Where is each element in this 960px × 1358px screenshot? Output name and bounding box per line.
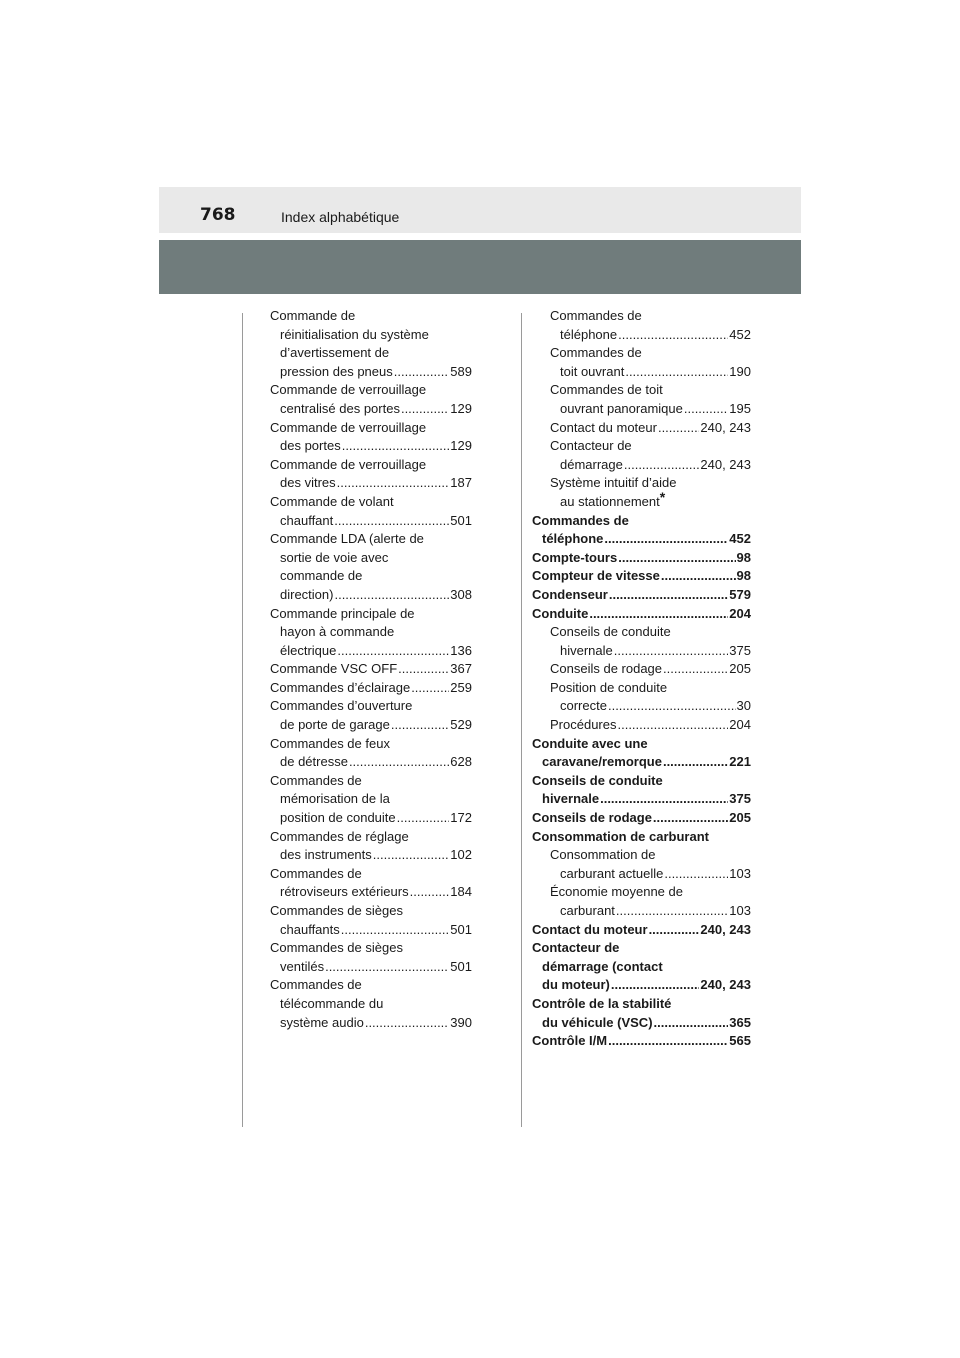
- entry-text: Économie moyenne de: [550, 884, 683, 900]
- entry-text: Contacteur de: [532, 940, 620, 956]
- dot-leader: [341, 921, 450, 940]
- entry-text: démarrage: [560, 456, 623, 472]
- entry-text: Commandes de sièges: [270, 903, 403, 918]
- entry-text: des portes: [280, 438, 341, 454]
- page-reference: 136: [450, 642, 472, 658]
- index-entry: [532, 419, 751, 438]
- dot-leader: [618, 549, 735, 568]
- page-reference: 240, 243: [700, 921, 751, 937]
- entry-text: Système intuitif d’aide: [550, 475, 677, 491]
- dot-leader: [349, 753, 449, 772]
- entry-text: commande de: [280, 568, 363, 584]
- page-reference: 187: [450, 475, 472, 491]
- page-reference: 103: [729, 865, 751, 881]
- entry-text: hivernale: [542, 791, 600, 807]
- index-entry: [270, 381, 472, 418]
- page-reference: 501: [450, 512, 472, 528]
- entry-text: pression des pneus: [280, 363, 393, 379]
- index-entry: [270, 772, 472, 828]
- entry-text: hayon à commande: [280, 624, 395, 640]
- page-reference: 195: [729, 400, 751, 416]
- dot-leader: [334, 586, 449, 605]
- entry-text: télécommande du: [280, 995, 384, 1011]
- entry-text: Conduite: [532, 605, 589, 621]
- entry-text: téléphone: [560, 326, 618, 342]
- entry-text: Conseils de conduite: [532, 772, 663, 788]
- index-entry: [532, 716, 751, 735]
- page-reference: 172: [450, 810, 472, 826]
- page-reference: 98: [736, 549, 751, 565]
- dot-leader: [663, 753, 728, 772]
- entry-text: Commande de volant: [270, 493, 394, 509]
- entry-text: Procédures: [550, 717, 617, 733]
- footnote-marker: *: [659, 488, 666, 505]
- entry-text: carburant actuelle: [560, 865, 664, 881]
- page-reference: 30: [736, 698, 751, 714]
- dot-leader: [658, 419, 699, 438]
- index-column-left: [270, 307, 472, 1032]
- entry-text: Contacteur de: [550, 438, 632, 454]
- entry-text: Conseils de rodage: [550, 661, 663, 677]
- index-entry: [532, 307, 751, 344]
- dot-leader: [611, 976, 700, 995]
- dot-leader: [337, 474, 450, 493]
- page-reference: 501: [450, 958, 472, 974]
- index-entry: [532, 344, 751, 381]
- index-column-right: [532, 307, 751, 1051]
- dot-leader: [649, 921, 700, 940]
- entry-text: Commande principale de: [270, 605, 415, 621]
- entry-text: du véhicule (VSC): [542, 1014, 653, 1030]
- page-reference: 129: [450, 438, 472, 454]
- page-reference: 259: [450, 679, 472, 695]
- dot-leader: [391, 716, 449, 735]
- page-reference: 390: [450, 1014, 472, 1030]
- entry-text: Commandes de sièges: [270, 940, 403, 956]
- entry-text: direction): [280, 586, 334, 602]
- index-entry: [270, 697, 472, 734]
- entry-text: position de conduite: [280, 810, 396, 826]
- index-entry: [532, 549, 751, 568]
- page-reference: 375: [729, 642, 751, 658]
- dot-leader: [589, 605, 728, 624]
- page-reference: 579: [729, 586, 751, 602]
- index-entry: [532, 995, 751, 1032]
- entry-text: carburant: [560, 903, 615, 918]
- dot-leader: [625, 363, 728, 382]
- dot-leader: [663, 660, 728, 679]
- page-reference: 240, 243: [700, 977, 751, 993]
- index-entry: [532, 883, 751, 920]
- entry-text: système audio: [280, 1014, 364, 1030]
- dot-leader: [337, 642, 449, 661]
- index-entry: [532, 939, 751, 995]
- dot-leader: [624, 456, 700, 475]
- entry-text: Commande LDA (alerte de: [270, 531, 424, 547]
- entry-text: Commandes de: [270, 865, 362, 881]
- index-entry: [270, 493, 472, 530]
- dot-leader: [411, 679, 449, 698]
- dot-leader: [325, 958, 449, 977]
- entry-text: Contrôle de la stabilité: [532, 995, 672, 1011]
- index-entry: [532, 921, 751, 940]
- column-divider-right: [521, 313, 522, 1127]
- index-entry: [532, 623, 751, 660]
- header-band: [159, 240, 801, 294]
- entry-text: au stationnement: [560, 493, 660, 509]
- dot-leader: [394, 363, 450, 382]
- dot-leader: [398, 660, 449, 679]
- index-entry: [270, 605, 472, 661]
- dot-leader: [334, 512, 449, 531]
- entry-text: réinitialisation du système: [280, 326, 429, 342]
- dot-leader: [365, 1014, 449, 1033]
- entry-text: Commandes de réglage: [270, 828, 409, 844]
- entry-text: ouvrant panoramique: [560, 400, 683, 416]
- index-entry: [270, 939, 472, 976]
- column-divider-left: [242, 313, 243, 1127]
- entry-text: électrique: [280, 642, 337, 658]
- entry-text: Compte-tours: [532, 549, 618, 565]
- entry-text: Commande de: [270, 308, 356, 323]
- entry-text: du moteur): [542, 977, 610, 993]
- entry-text: Commandes d’éclairage: [270, 679, 411, 695]
- page-reference: 190: [729, 363, 751, 379]
- entry-text: de porte de garage: [280, 717, 390, 733]
- entry-text: Position de conduite: [550, 679, 668, 695]
- entry-text: centralisé des portes: [280, 400, 400, 416]
- page-number: 768: [200, 205, 236, 225]
- entry-text: Conseils de rodage: [532, 810, 652, 826]
- index-entry: [270, 735, 472, 772]
- entry-text: chauffant: [280, 512, 334, 528]
- entry-text: Consommation de carburant: [532, 828, 709, 844]
- entry-text: démarrage (contact: [542, 958, 663, 974]
- entry-text: d’avertissement de: [280, 345, 390, 361]
- page-reference: 452: [729, 531, 751, 547]
- entry-text: Consommation de: [550, 847, 656, 863]
- entry-text: Condenseur: [532, 586, 608, 602]
- entry-text: Contact du moteur: [550, 419, 657, 435]
- index-entry: [270, 902, 472, 939]
- index-entry: [270, 307, 472, 381]
- entry-text: Contrôle I/M: [532, 1033, 608, 1049]
- page-reference: 240, 243: [700, 419, 751, 435]
- page-reference: 205: [729, 661, 751, 677]
- index-entry: [532, 809, 751, 828]
- dot-leader: [661, 567, 736, 586]
- section-title: Index alphabétique: [281, 209, 400, 225]
- index-entry: [532, 381, 751, 418]
- entry-text: téléphone: [542, 531, 604, 547]
- page-reference: 529: [450, 717, 472, 733]
- index-entry: [270, 660, 472, 679]
- entry-text: Conseils de conduite: [550, 624, 671, 640]
- dot-leader: [604, 530, 728, 549]
- dot-leader: [617, 716, 728, 735]
- index-entry: [532, 586, 751, 605]
- entry-text: Conduite avec une: [532, 735, 648, 751]
- dot-leader: [608, 697, 736, 716]
- page-reference: 452: [729, 326, 751, 342]
- page-reference: 98: [736, 568, 751, 584]
- index-entry: [532, 437, 751, 474]
- entry-text: Contact du moteur: [532, 921, 648, 937]
- entry-text: des vitres: [280, 475, 336, 491]
- page-reference: 204: [729, 605, 751, 621]
- dot-leader: [616, 902, 728, 921]
- index-entry: [270, 456, 472, 493]
- dot-leader: [373, 846, 450, 865]
- dot-leader: [614, 642, 729, 661]
- dot-leader: [618, 326, 728, 345]
- page-reference: 367: [450, 661, 472, 677]
- dot-leader: [653, 809, 728, 828]
- page-reference: 102: [450, 847, 472, 863]
- page-reference: 184: [450, 884, 472, 900]
- page-reference: 221: [729, 754, 751, 770]
- dot-leader: [401, 400, 449, 419]
- page-reference: 628: [450, 754, 472, 770]
- entry-text: ventilés: [280, 958, 325, 974]
- dot-leader: [600, 790, 728, 809]
- index-entry: [532, 567, 751, 586]
- entry-text: Compteur de vitesse: [532, 568, 660, 584]
- page-reference: 103: [729, 903, 751, 918]
- entry-text: Commande VSC OFF: [270, 661, 398, 677]
- entry-text: correcte: [560, 698, 607, 714]
- page-reference: 375: [729, 791, 751, 807]
- dot-leader: [609, 586, 728, 605]
- index-entry: [532, 660, 751, 679]
- index-entry: [532, 679, 751, 716]
- entry-text: Commandes de: [270, 772, 362, 788]
- entry-text: chauffants: [280, 921, 340, 937]
- index-entry: [270, 976, 472, 1032]
- entry-text: Commande de verrouillage: [270, 456, 427, 472]
- dot-leader: [664, 865, 728, 884]
- dot-leader: [397, 809, 450, 828]
- index-entry: [532, 735, 751, 772]
- index-entry: [532, 846, 751, 883]
- entry-text: toit ouvrant: [560, 363, 625, 379]
- dot-leader: [410, 883, 450, 902]
- dot-leader: [342, 437, 450, 456]
- entry-text: caravane/remorque: [542, 754, 662, 770]
- entry-text: Commandes de toit: [550, 382, 663, 398]
- index-entry: [270, 679, 472, 698]
- entry-text: Commandes de: [532, 512, 629, 528]
- entry-text: hivernale: [560, 642, 613, 658]
- entry-text: de détresse: [280, 754, 348, 770]
- index-entry: [532, 828, 751, 847]
- index-entry: [532, 474, 751, 511]
- page-reference: 565: [729, 1033, 751, 1049]
- entry-text: Commandes de: [270, 977, 362, 993]
- dot-leader: [608, 1032, 728, 1051]
- entry-text: mémorisation de la: [280, 791, 390, 807]
- page-reference: 501: [450, 921, 472, 937]
- page-reference: 308: [450, 586, 472, 602]
- entry-text: Commandes de: [550, 345, 642, 361]
- page-reference: 205: [729, 810, 751, 826]
- dot-leader: [684, 400, 728, 419]
- index-entry: [532, 1032, 751, 1051]
- header-bar: [159, 187, 801, 233]
- entry-text: sortie de voie avec: [280, 549, 389, 565]
- entry-text: Commandes de: [550, 308, 642, 323]
- page-reference: 204: [729, 717, 751, 733]
- page-reference: 365: [729, 1014, 751, 1030]
- index-entry: [270, 865, 472, 902]
- entry-text: des instruments: [280, 847, 372, 863]
- index-entry: [532, 512, 751, 549]
- index-entry: [532, 605, 751, 624]
- page-reference: 129: [450, 400, 472, 416]
- index-entry: [270, 419, 472, 456]
- dot-leader: [654, 1014, 729, 1033]
- index-entry: [532, 772, 751, 809]
- entry-text: Commandes de feux: [270, 735, 390, 751]
- page-reference: 589: [450, 363, 472, 379]
- entry-text: rétroviseurs extérieurs: [280, 884, 409, 900]
- entry-text: Commande de verrouillage: [270, 419, 427, 435]
- index-entry: [270, 828, 472, 865]
- entry-text: Commandes d’ouverture: [270, 698, 413, 714]
- entry-text: Commande de verrouillage: [270, 382, 427, 398]
- index-entry: [270, 530, 472, 604]
- page-reference: 240, 243: [700, 456, 751, 472]
